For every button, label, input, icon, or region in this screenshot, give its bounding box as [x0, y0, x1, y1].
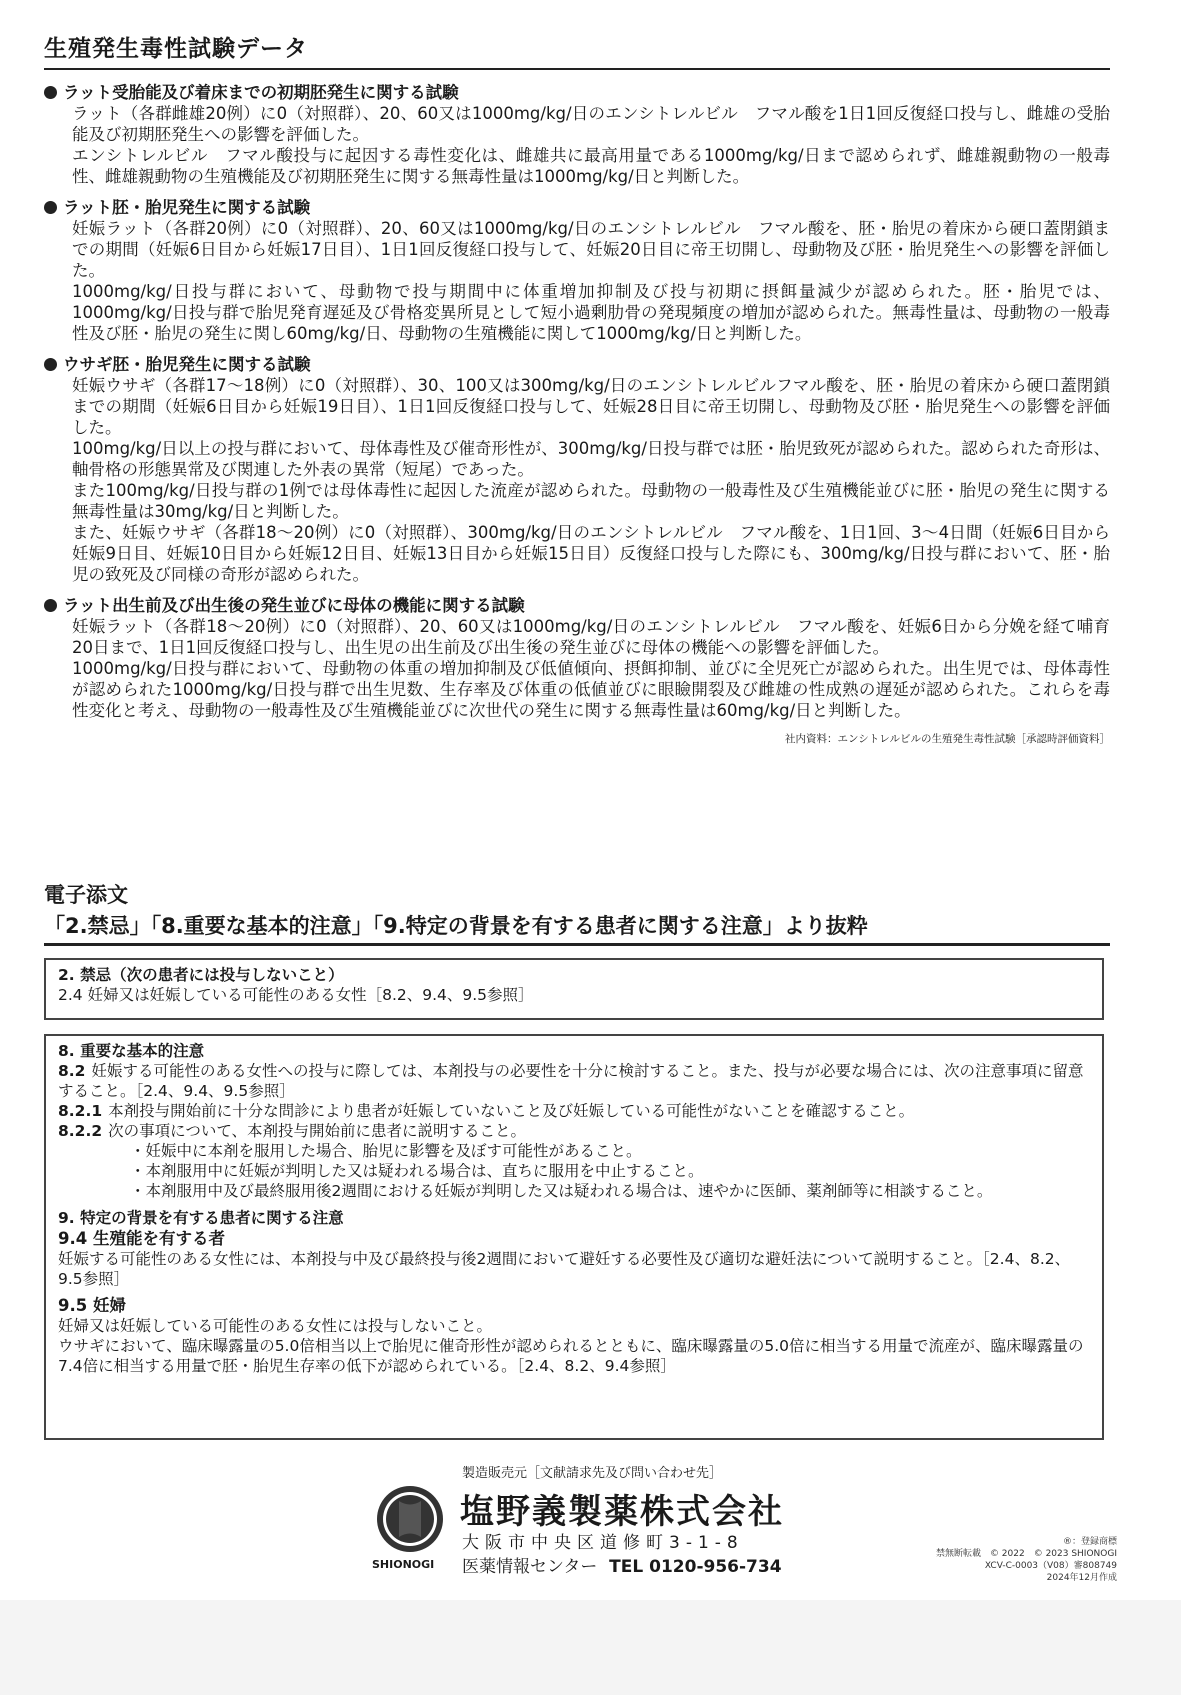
- item-number: 8.2.2: [58, 1122, 103, 1140]
- study-title: [44, 354, 1110, 375]
- study-title-text: ラット胚・胎児発生に関する試験: [63, 198, 311, 217]
- precautions-box: [44, 1034, 1104, 1440]
- box-text: 2.4 妊婦又は妊娠している可能性のある女性［8.2、9.4、9.5参照］: [58, 986, 534, 1004]
- study-paragraph: ラット（各群雌雄20例）に0（対照群）、20、60又は1000mg/kg/日のエンシトレルビル フマル酸を1日1回反復経口投与し、雌雄の受胎能及び初期胚発生への影響を評価した。: [72, 104, 1110, 144]
- item-text: 本剤投与開始前に十分な問診により患者が妊娠していないこと及び妊娠している可能性がないことを確認すること。: [108, 1102, 915, 1120]
- telephone: TEL 0120-956-734: [609, 1557, 782, 1577]
- bullet-item: ・妊娠中に本剤を服用した場合、胎児に影響を及ぼす可能性があること。: [130, 1142, 642, 1160]
- study-title-text: ラット受胎能及び着床までの初期胚発生に関する試験: [63, 83, 459, 102]
- section95-text-a: 妊婦又は妊娠している可能性のある女性には投与しないこと。: [58, 1317, 493, 1335]
- section-heading-line1: 電子添文: [44, 883, 128, 907]
- bullet-icon: [44, 86, 57, 99]
- section94-text: 妊娠する可能性のある女性には、本剤投与中及び最終投与後2週間において避妊する必要性及び適切な避妊法について説明すること。［2.4、8.2、9.5参照］: [58, 1250, 1071, 1288]
- bullet-icon: [44, 201, 57, 214]
- item-8-2-1: [58, 1101, 1090, 1121]
- created-date: 2024年12月作成: [1046, 1573, 1117, 1583]
- section95-title: 9.5 妊婦: [58, 1296, 126, 1315]
- source-note: 社内資料：エンシトレルビルの生殖発生毒性試験［承認時評価資料］: [785, 733, 1110, 745]
- item-text: 妊娠する可能性のある女性への投与に際しては、本剤投与の必要性を十分に検討すること。また、投与が必要な場合には、次の注意事項に留意すること。［2.4、9.4、9.5参照］: [58, 1062, 1084, 1100]
- study-paragraph: 妊娠ラット（各群18～20例）に0（対照群）、20、60又は1000mg/kg/日のエンシトレルビル フマル酸を、妊娠6日から分娩を経て哺育20日まで、1日1回反復経口投与し、出生児の出生前及び出生後の発生並びに母体の機能への影響を評価した。: [72, 617, 1110, 657]
- study-title-text: ラット出生前及び出生後の発生並びに母体の機能に関する試験: [63, 596, 525, 615]
- study-block: [44, 354, 1110, 585]
- study-paragraph: 100mg/kg/日以上の投与群において、母体毒性及び催奇形性が、300mg/kg/日投与群では胚・胎児致死が認められた。認められた奇形は、軸骨格の形態異常及び関連した外表の異常（短尾）であった。: [72, 439, 1110, 479]
- study-paragraph: 妊娠ラット（各群20例）に0（対照群）、20、60又は1000mg/kg/日のエンシトレルビル フマル酸を、胚・胎児の着床から硬口蓋閉鎖までの期間（妊娠6日目から妊娠17日目）、1日1回反復経口投与して、妊娠20日目に帝王切開し、母動物及び胚・胎児発生への影響を評価した。: [72, 219, 1110, 280]
- bullet-icon: [44, 599, 57, 612]
- section94-title: 9.4 生殖能を有する者: [58, 1229, 225, 1248]
- study-paragraph: エンシトレルビル フマル酸投与に起因する毒性変化は、雌雄共に最高用量である1000mg/kg/日まで認められず、雌雄親動物の一般毒性、雌雄親動物の生殖機能及び初期胚発生に関する無毒性量は1000mg/kg/日と判断した。: [72, 146, 1110, 186]
- title-divider: [44, 68, 1110, 70]
- legal-info: [936, 1536, 1117, 1584]
- company-address: 大阪市中央区道修町3-1-8: [462, 1533, 744, 1553]
- bullet-item: ・本剤服用中及び最終服用後2週間における妊娠が判明した又は疑われる場合は、速やかに医師、薬剤師等に相談すること。: [130, 1182, 993, 1200]
- item-number: 8.2.1: [58, 1102, 103, 1120]
- study-title-text: ウサギ胚・胎児発生に関する試験: [63, 355, 311, 374]
- contraindications-box: [44, 958, 1104, 1020]
- study-title: [44, 595, 1110, 616]
- item-8-2: [58, 1061, 1090, 1101]
- section95-text-b: ウサギにおいて、臨床曝露量の5.0倍相当以上で胎児に催奇形性が認められるとともに、臨床曝露量の5.0倍に相当する用量で流産が、臨床曝露量の7.4倍に相当する用量で胚・胎児生存率の低下が認められている。［2.4、8.2、9.4参照］: [58, 1337, 1084, 1375]
- info-center: 医薬情報センター: [462, 1557, 598, 1577]
- study-block: [44, 82, 1110, 187]
- study-block: [44, 197, 1110, 344]
- item-number: 8.2: [58, 1062, 86, 1080]
- contact-line: [462, 1552, 782, 1577]
- study-paragraph: 1000mg/kg/日投与群において、母動物の体重の増加抑制及び低値傾向、摂餌抑制、並びに全児死亡が認められた。出生児では、母体毒性が認められた1000mg/kg/日投与群で出生児数、生存率及び体重の低値並びに眼瞼開裂及び雌雄の性成熟の遅延が認められた。これらを毒性変化と考え、母動物の一般毒性及び生殖機能並びに次世代の発生に関する無毒性量は60mg/kg/日と判断した。: [72, 659, 1110, 720]
- bullet-item: ・本剤服用中に妊娠が判明した又は疑われる場合は、直ちに服用を中止すること。: [130, 1162, 704, 1180]
- section9-title: 9. 特定の背景を有する患者に関する注意: [58, 1209, 344, 1227]
- document-code: XCV-C-0003（V08）審808749: [984, 1561, 1117, 1571]
- section8-title: 8. 重要な基本的注意: [58, 1042, 205, 1060]
- maker-label: 製造販売元［文献請求先及び問い合わせ先］: [462, 1466, 723, 1481]
- trademark-note: ®：登録商標: [1062, 1537, 1117, 1547]
- studies-section: [44, 82, 1110, 746]
- study-block: [44, 595, 1110, 721]
- study-paragraph: また、妊娠ウサギ（各群18～20例）に0（対照群）、300mg/kg/日のエンシトレルビル フマル酸を、1日1回、3～4日間（妊娠6日目から妊娠9日目、妊娠10日目から妊娠12日目、妊娠13日目から妊娠15日目）反復経口投与した際にも、300mg/kg/日投与群において、胚・胎児の致死及び同様の奇形が認められた。: [72, 523, 1110, 584]
- item-8-2-2: [58, 1121, 1090, 1141]
- section-heading: [44, 880, 1110, 942]
- study-title: [44, 82, 1110, 103]
- box-title: 2. 禁忌（次の患者には投与しないこと）: [58, 966, 344, 984]
- study-paragraph: また100mg/kg/日投与群の1例では母体毒性に起因した流産が認められた。母動物の一般毒性及び生殖機能並びに胚・胎児の発生に関する無毒性量は30mg/kg/日と判断した。: [72, 481, 1110, 521]
- item-text: 次の事項について、本剤投与開始前に患者に説明すること。: [108, 1122, 527, 1140]
- copyright: 禁無断転載 © 2022 © 2023 SHIONOGI: [935, 1549, 1117, 1559]
- study-title: [44, 197, 1110, 218]
- section-divider: [44, 943, 1110, 946]
- page-title: 生殖発生毒性試験データ: [44, 36, 308, 62]
- section-heading-line2: 「2.禁忌」「8.重要な基本的注意」「9.特定の背景を有する患者に関する注意」より抜粋: [44, 914, 868, 938]
- company-name: 塩野義製薬株式会社: [460, 1492, 784, 1532]
- logo-text: SHIONOGI: [372, 1558, 435, 1571]
- study-paragraph: 妊娠ウサギ（各群17～18例）に0（対照群）、30、100又は300mg/kg/日のエンシトレルビルフマル酸を、胚・胎児の着床から硬口蓋閉鎖までの期間（妊娠6日目から妊娠19日目）、1日1回反復経口投与して、妊娠28日目に帝王切開し、母動物及び胚・胎児発生への影響を評価した。: [72, 376, 1110, 437]
- bullet-icon: [44, 358, 57, 371]
- study-paragraph: 1000mg/kg/日投与群において、母動物で投与期間中に体重増加抑制及び投与初期に摂餌量減少が認められた。胚・胎児では、1000mg/kg/日投与群で胎児発育遅延及び骨格変異所見として短小過剰肋骨の発現頻度の増加が認められた。無毒性量は、母動物の一般毒性及び胚・胎児の発生に関し60mg/kg/日、母動物の生殖機能に関して1000mg/kg/日と判断した。: [72, 282, 1110, 343]
- shionogi-logo-icon: [375, 1484, 445, 1554]
